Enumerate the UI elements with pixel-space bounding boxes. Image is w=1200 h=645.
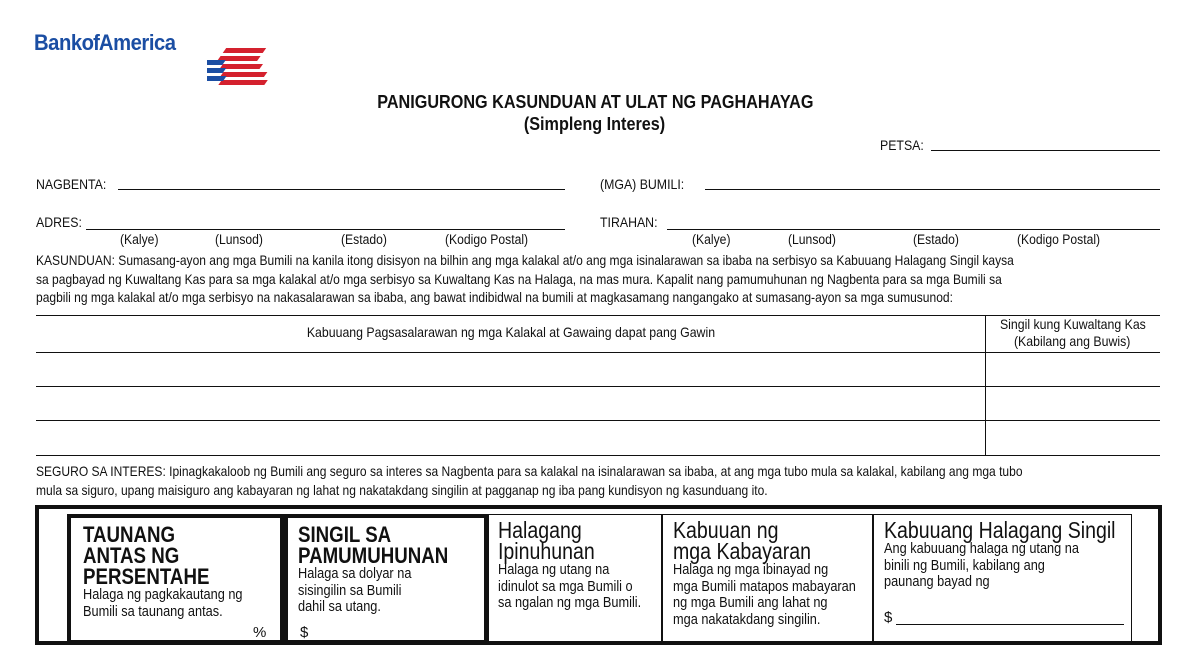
address-sublabel-zip: (Kodigo Postal) (445, 232, 529, 247)
total-of-payments-description: Halaga ng mga ibinayad ng mga Bumili matapos mabayaran ng mga Bumili ang lahat ng mga nakatakdang singilin. (673, 561, 856, 628)
apr-title: TAUNANG ANTAS NG PERSENTAHE (83, 522, 210, 589)
security-interest-paragraph: SEGURO SA INTERES: Ipinagkakaloob ng Bumili ang seguro sa interes sa Nagbenta para sa kalakal na isinalarawan sa ibaba, at ang mga tubo mula sa kalakal, kabilang ang mga tubo mula sa siguro, upang maisiguro ang kabayaran ng lahat ng nakatakdang singilin at pagganap ng iba pang kundisyon ng kasunduang ito. (36, 463, 1023, 498)
total-sale-price-field[interactable] (896, 624, 1124, 625)
residence-sublabel-state: (Estado) (913, 232, 959, 247)
amount-financed-box (488, 514, 662, 644)
seller-field[interactable] (118, 189, 565, 190)
finance-charge-description: Halaga sa dolyar na sisingilin sa Bumili dahil sa utang. (298, 565, 412, 615)
table-header-cash-price: Singil kung Kuwaltang Kas (Kabilang ang Buwis) (999, 316, 1146, 349)
table-row[interactable] (36, 386, 1160, 387)
total-sale-price-description: Ang kabuuang halaga ng utang na binili ng Bumili, kabilang ang paunang bayad ng (884, 540, 1079, 590)
address-sublabel-state: (Estado) (341, 232, 387, 247)
finance-charge-dollar-symbol: $ (300, 624, 309, 641)
buyer-label: (MGA) BUMILI: (600, 176, 685, 192)
bank-logo-text: BankofAmerica (34, 30, 176, 55)
address-sublabel-street: (Kalye) (120, 232, 159, 247)
total-of-payments-box (662, 514, 873, 644)
total-sale-price-dollar-symbol: $ (884, 609, 893, 626)
total-of-payments-title: Kabuuan ng mga Kabayaran (673, 517, 812, 564)
agreement-paragraph: KASUNDUAN: Sumasang-ayon ang mga Bumili na kanila itong disisyon na bilhin ang mga kalakal at/o ang mga isinalarawan sa ibaba na serbisyo sa Kabuuang Halagang Singil kaysa sa pagbayad ng Kuwaltang Kas para sa mga kalakal at/o mga serbisyo sa Kuwaltang Kas na Halaga, na mas mura. Kapalit nang pamumuhunan ng Nagbenta para sa mga Bumili sa pagbili ng mga kalakal at/o mga serbisyo na nakasalarawan sa ibaba, ang bawat indibidwal na bumili at magkasamang nangangako at sumasang-ayon sa mga sumusunod: (36, 252, 1014, 305)
residence-label: TIRAHAN: (600, 214, 658, 230)
page-subtitle: (Simpleng Interes) (524, 114, 666, 134)
seller-label: NAGBENTA: (36, 176, 107, 192)
page-title: PANIGURONG KASUNDUAN AT ULAT NG PAGHAHAYAG (376, 92, 814, 112)
address-sublabel-city: (Lunsod) (215, 232, 263, 247)
table-header-description: Kabuuang Pagsasalarawan ng mga Kalakal at Gawaing dapat pang Gawin (306, 324, 715, 340)
date-label: PETSA: (880, 137, 924, 153)
total-sale-price-box (873, 514, 1132, 644)
date-field[interactable] (931, 150, 1160, 151)
bank-flag-logo-icon (207, 44, 297, 97)
amount-financed-title: Halagang Ipinuhunan (498, 517, 595, 564)
table-row[interactable] (36, 455, 1160, 456)
finance-charge-title: SINGIL SA PAMUMUHUNAN (298, 522, 449, 568)
seller-address-field[interactable] (86, 229, 565, 230)
buyer-field[interactable] (705, 189, 1160, 190)
apr-description: Halaga ng pagkakautang ng Bumili sa taunang antas. (83, 586, 243, 620)
amount-financed-description: Halaga ng utang na idinulot sa mga Bumili o sa ngalan ng mga Bumili. (498, 561, 642, 611)
total-sale-price-title: Kabuuang Halagang Singil (884, 517, 1116, 543)
residence-sublabel-street: (Kalye) (692, 232, 731, 247)
address-label: ADRES: (36, 214, 82, 230)
table-row[interactable] (36, 420, 1160, 421)
finance-charge-box (284, 514, 488, 644)
apr-box (67, 514, 284, 644)
residence-sublabel-city: (Lunsod) (788, 232, 836, 247)
residence-sublabel-zip: (Kodigo Postal) (1017, 232, 1101, 247)
buyer-address-field[interactable] (667, 229, 1160, 230)
apr-percent-symbol: % (253, 624, 267, 641)
table-header-bottom-border (36, 352, 1160, 353)
